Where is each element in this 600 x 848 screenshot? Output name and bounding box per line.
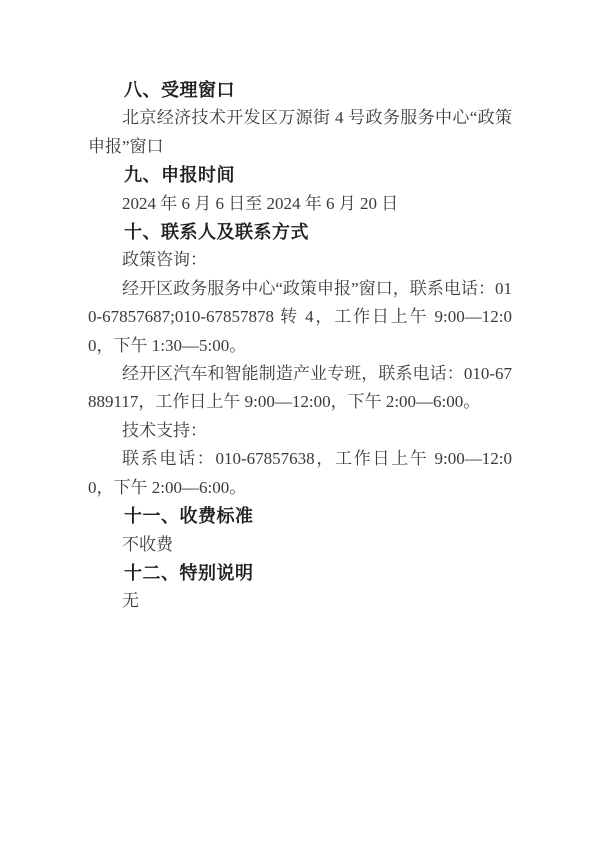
paragraph: 经开区汽车和智能制造产业专班，联系电话：010-67889117，工作日上午 9:00—12:00，下午 2:00—6:00。 [88, 364, 512, 412]
section-heading: 九、申报时间 [124, 165, 235, 186]
paragraph: 北京经济技术开发区万源街 4 号政务服务中心“政策申报”窗口 [88, 108, 512, 156]
section-heading: 十、联系人及联系方式 [124, 222, 309, 243]
paragraph: 经开区政务服务中心“政策申报”窗口，联系电话：010-67857687;010-67857878 转 4，工作日上午 9:00—12:00，下午 1:30—5:00。 [88, 278, 512, 355]
section-heading: 十二、特别说明 [124, 562, 254, 583]
paragraph: 2024 年 6 月 6 日至 2024 年 6 月 20 日 [122, 193, 399, 213]
paragraph: 无 [122, 591, 139, 611]
paragraph: 不收费 [122, 534, 173, 554]
section-heading: 八、受理窗口 [124, 80, 235, 100]
paragraph: 联系电话：010-67857638，工作日上午 9:00—12:00，下午 2:00—6:00。 [88, 449, 512, 497]
paragraph: 政策咨询： [122, 250, 207, 270]
paragraph: 技术支持： [122, 420, 207, 440]
document-body [88, 76, 512, 616]
section-heading: 十一、收费标准 [124, 506, 254, 527]
